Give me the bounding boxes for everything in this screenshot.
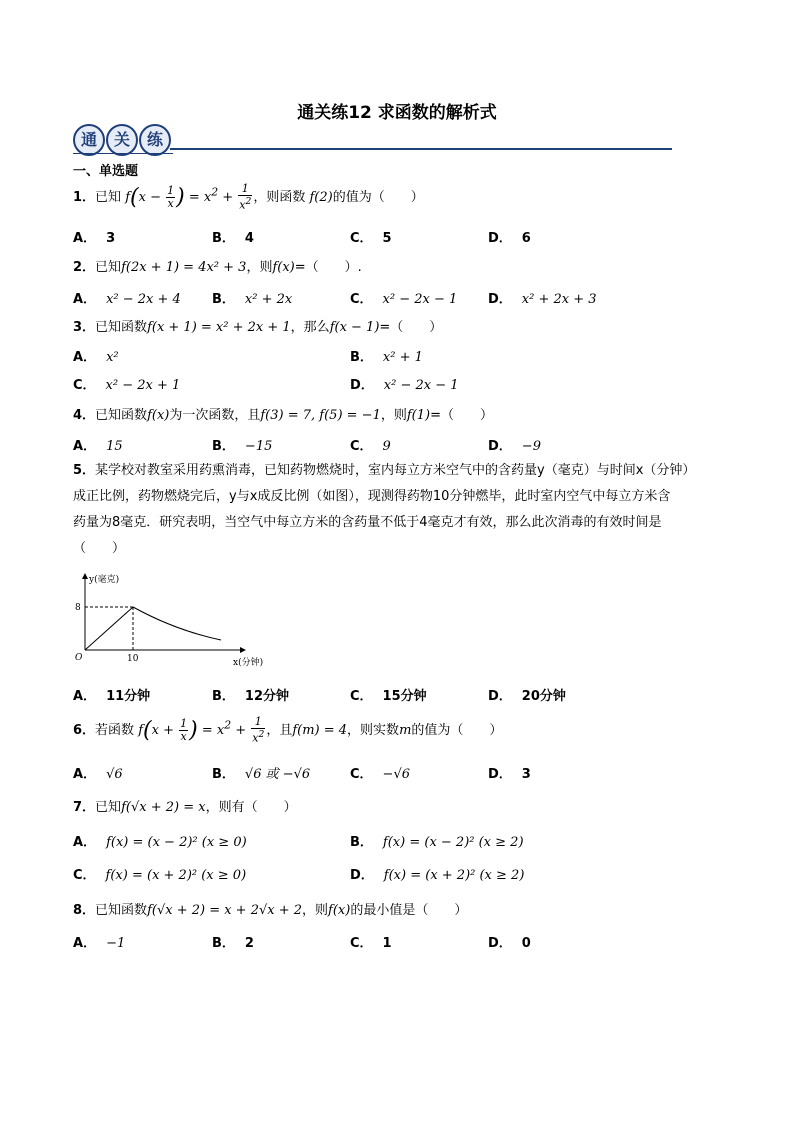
q8-expr1: f(√x + 2) = x + 2√x + 2: [147, 903, 303, 918]
q6-stem-c: ，则实数: [347, 722, 400, 738]
q4-stem-d: =（ ）: [430, 408, 493, 423]
q1-stem-b: ，则函数: [253, 189, 306, 205]
badge-underline: [73, 153, 173, 154]
q5-line-1: 5．某学校对教室采用药熏消毒，已知药物燃烧时，室内每立方米空气中的含药量y（毫克）与时间x（分钟）: [73, 463, 696, 478]
q4-option-c[interactable]: C． 9: [350, 439, 391, 454]
q7-option-a[interactable]: A． f(x) = (x − 2)² (x ≥ 0): [73, 835, 247, 850]
q4-option-a[interactable]: A． 15: [73, 439, 123, 454]
q3-option-d[interactable]: D． x² − 2x − 1: [350, 378, 459, 393]
q2-number: 2．: [73, 260, 96, 275]
q4-stem-a: 已知函数: [95, 408, 148, 423]
q6-expr3: m: [399, 722, 412, 738]
q6-stem-d: 的值为（ ）: [411, 722, 503, 738]
q5-option-c[interactable]: C． 15分钟: [350, 689, 427, 704]
q7-option-b[interactable]: B． f(x) = (x − 2)² (x ≥ 2): [350, 835, 524, 850]
q1-option-a[interactable]: A． 3: [73, 231, 116, 246]
question-6: [73, 716, 502, 745]
q1-option-d[interactable]: D． 6: [488, 231, 531, 246]
q7-stem-a: 已知: [95, 800, 122, 815]
header-rule: [170, 148, 672, 150]
q8-option-c[interactable]: C． 1: [350, 936, 392, 951]
q5-graph: [73, 570, 283, 670]
q7-stem-b: ，则有（ ）: [205, 800, 297, 815]
origin-label: O: [75, 653, 83, 663]
q4-expr2: f(3) = 7, f(5) = −1: [260, 408, 381, 423]
q5-line-3: 药量为8毫克．研究表明，当空气中每立方米的含药量不低于4毫克才有效，那么此次消毒的有效时间是: [73, 515, 662, 530]
q3-stem-c: =（ ）: [379, 320, 443, 335]
q2-option-a[interactable]: A． x² − 2x + 4: [73, 292, 181, 307]
q6-stem-b: ，且: [266, 722, 293, 738]
q7-number: 7．: [73, 800, 96, 815]
q1-stem-c: 的值为（ ）: [332, 189, 424, 205]
q5-option-b[interactable]: B． 12分钟: [212, 689, 290, 704]
q6-option-b[interactable]: B． √6 或 −√6: [212, 767, 311, 782]
q1-stem-a: 已知: [95, 189, 122, 205]
q6-expr2: f(m) = 4: [292, 722, 348, 738]
q5-option-d[interactable]: D． 20分钟: [488, 689, 566, 704]
q4-stem-c: ，则: [380, 408, 407, 423]
q4-option-d[interactable]: D． −9: [488, 439, 541, 454]
q8-expr2: f(x): [328, 903, 351, 918]
badge-char-3: 练: [139, 124, 171, 156]
q3-option-c[interactable]: C． x² − 2x + 1: [73, 378, 181, 393]
q2-stem-a: 已知: [95, 260, 122, 275]
q5-figure: [73, 570, 283, 674]
q1-option-c[interactable]: C． 5: [350, 231, 392, 246]
q8-option-d[interactable]: D． 0: [488, 936, 531, 951]
q1-option-b[interactable]: B． 4: [212, 231, 254, 246]
q2-option-b[interactable]: B． x² + 2x: [212, 292, 293, 307]
q8-option-b[interactable]: B． 2: [212, 936, 254, 951]
question-1: [73, 183, 424, 212]
inverse-curve: [133, 607, 221, 640]
q6-option-a[interactable]: A． √6: [73, 767, 123, 782]
badge-char-2: 关: [106, 124, 138, 156]
page-title: 通关练12 求函数的解析式: [297, 103, 497, 123]
q3-number: 3．: [73, 320, 96, 335]
q6-option-c[interactable]: C． −√6: [350, 767, 410, 782]
q4-expr3: f(1): [406, 408, 431, 423]
q2-expr2: f(x): [272, 260, 295, 275]
y-tick-8: 8: [75, 603, 81, 613]
question-7: [73, 796, 297, 815]
q3-option-b[interactable]: B． x² + 1: [350, 350, 423, 365]
q3-stem-a: 已知函数: [95, 320, 148, 335]
q2-expr1: f(2x + 1) = 4x² + 3: [121, 260, 247, 275]
q5-line-2: 成正比例，药物燃烧完后，y与x成反比例（如图），现测得药物10分钟燃毕，此时室内空气中每立方米含: [73, 489, 671, 504]
q7-option-d[interactable]: D． f(x) = (x + 2)² (x ≥ 2): [350, 868, 525, 883]
q1-expr2: f(2): [305, 189, 333, 205]
question-4: [73, 404, 493, 423]
q4-number: 4．: [73, 408, 96, 423]
q6-option-d[interactable]: D． 3: [488, 767, 531, 782]
question-8: [73, 899, 467, 918]
q7-expr1: f(√x + 2) = x: [121, 800, 206, 815]
q5-line-4: （ ）: [73, 541, 126, 556]
q2-stem-b: ，则: [246, 260, 273, 275]
q3-expr1: f(x + 1) = x² + 2x + 1: [147, 320, 291, 335]
q7-option-c[interactable]: C． f(x) = (x + 2)² (x ≥ 0): [73, 868, 247, 883]
q2-option-c[interactable]: C． x² − 2x − 1: [350, 292, 458, 307]
x-axis-label: x(分钟): [233, 658, 264, 668]
q6-number: 6．: [73, 722, 96, 738]
q8-option-a[interactable]: A． −1: [73, 936, 126, 951]
q6-stem-a: 若函数: [95, 722, 135, 738]
badge-char-1: 通: [73, 124, 105, 156]
x-tick-10: 10: [127, 654, 139, 664]
q5-option-a[interactable]: A． 11分钟: [73, 689, 151, 704]
q1-expr: f(x − $\frac{1}{x}$ ) = $x^2$ + $\frac{1}{x^2}$: [125, 182, 252, 212]
y-axis-label: y(毫克): [89, 575, 120, 585]
section-heading: 一、单选题: [73, 164, 139, 179]
q2-option-d[interactable]: D． x² + 2x + 3: [488, 292, 597, 307]
q2-stem-c: =（ ）.: [294, 260, 362, 275]
question-5: [73, 458, 723, 562]
q3-stem-b: ，那么: [290, 320, 330, 335]
q8-number: 8．: [73, 903, 96, 918]
q8-stem-a: 已知函数: [95, 903, 148, 918]
question-2: [73, 256, 362, 275]
q4-stem-b: 为一次函数，且: [169, 408, 261, 423]
q4-option-b[interactable]: B． −15: [212, 439, 273, 454]
section-badge: [73, 124, 173, 154]
q3-option-a[interactable]: A． x²: [73, 350, 119, 365]
question-3: [73, 316, 442, 335]
q8-stem-b: ，则: [302, 903, 329, 918]
q4-expr1: f(x): [147, 408, 170, 423]
q1-number: 1．: [73, 189, 96, 205]
q8-stem-c: 的最小值是（ ）: [350, 903, 468, 918]
linear-segment: [85, 607, 133, 650]
q6-expr: f(x + $\frac{1}{x}$ ) = $x^2$ + $\frac{1}{x^2}$: [138, 715, 265, 745]
q3-expr2: f(x − 1): [329, 320, 380, 335]
